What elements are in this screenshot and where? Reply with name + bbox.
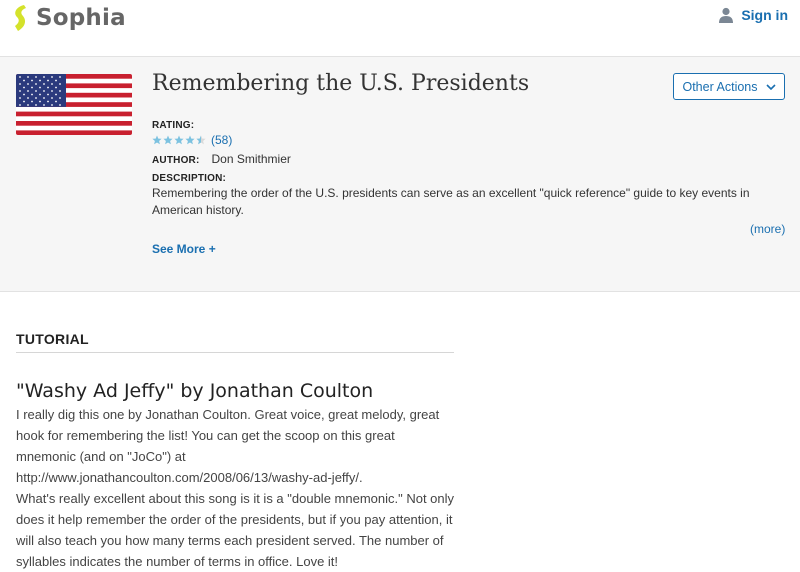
author-label: AUTHOR: (152, 155, 200, 166)
sign-in-label: Sign in (741, 7, 788, 23)
sign-in-button[interactable] (719, 7, 788, 23)
brand-name: Sophia (36, 5, 126, 31)
site-header (0, 0, 800, 56)
chevron-down-icon (766, 84, 776, 90)
tutorial-section-label: TUTORIAL (16, 331, 89, 347)
star-icon (185, 135, 195, 145)
sophia-leaf-icon (10, 4, 32, 32)
star-icon (174, 135, 184, 145)
post-paragraph: What's really excellent about this song is it is a "double mnemonic." Not only does it help remember the order of the presidents, but if you pay attention, it will also teach you how many terms each president served. The number of syllables indicates the number of terms in office. Love it! (16, 491, 455, 569)
author-row (152, 152, 291, 166)
description-label: DESCRIPTION: (152, 173, 227, 184)
rating-label: RATING: (152, 120, 195, 131)
description-text: Remembering the order of the U.S. presidents can serve as an excellent "quick reference" guide to key events in American history. (152, 186, 750, 217)
rating-count-link[interactable]: (58) (211, 133, 233, 147)
half-star-icon (196, 135, 206, 145)
lesson-thumbnail-flag (16, 74, 132, 135)
post-body (16, 404, 458, 572)
author-name: Don Smithmier (211, 152, 291, 166)
post-paragraph: I really dig this one by Jonathan Coulton. Great voice, great melody, great hook for remembering the list! You can get the scoop on this great mnemonic (and on "JoCo") at http://www.jonathancoulton.com/2008/06/13/washy-ad-jeffy/. (16, 407, 440, 485)
star-icon (163, 135, 173, 145)
sophia-logo[interactable] (10, 4, 126, 32)
more-link[interactable]: (more) (750, 222, 786, 236)
rating-stars (152, 133, 232, 147)
other-actions-label: Other Actions (682, 79, 758, 94)
star-icon (152, 135, 162, 145)
post-title: "Washy Ad Jeffy" by Jonathan Coulton (16, 380, 374, 402)
user-icon (719, 7, 733, 23)
other-actions-dropdown[interactable] (673, 73, 785, 100)
see-more-link[interactable]: See More + (152, 242, 216, 256)
lesson-title: Remembering the U.S. Presidents (152, 71, 530, 96)
section-divider (16, 352, 454, 353)
lesson-info-panel (0, 56, 800, 292)
us-flag-image (16, 74, 132, 135)
